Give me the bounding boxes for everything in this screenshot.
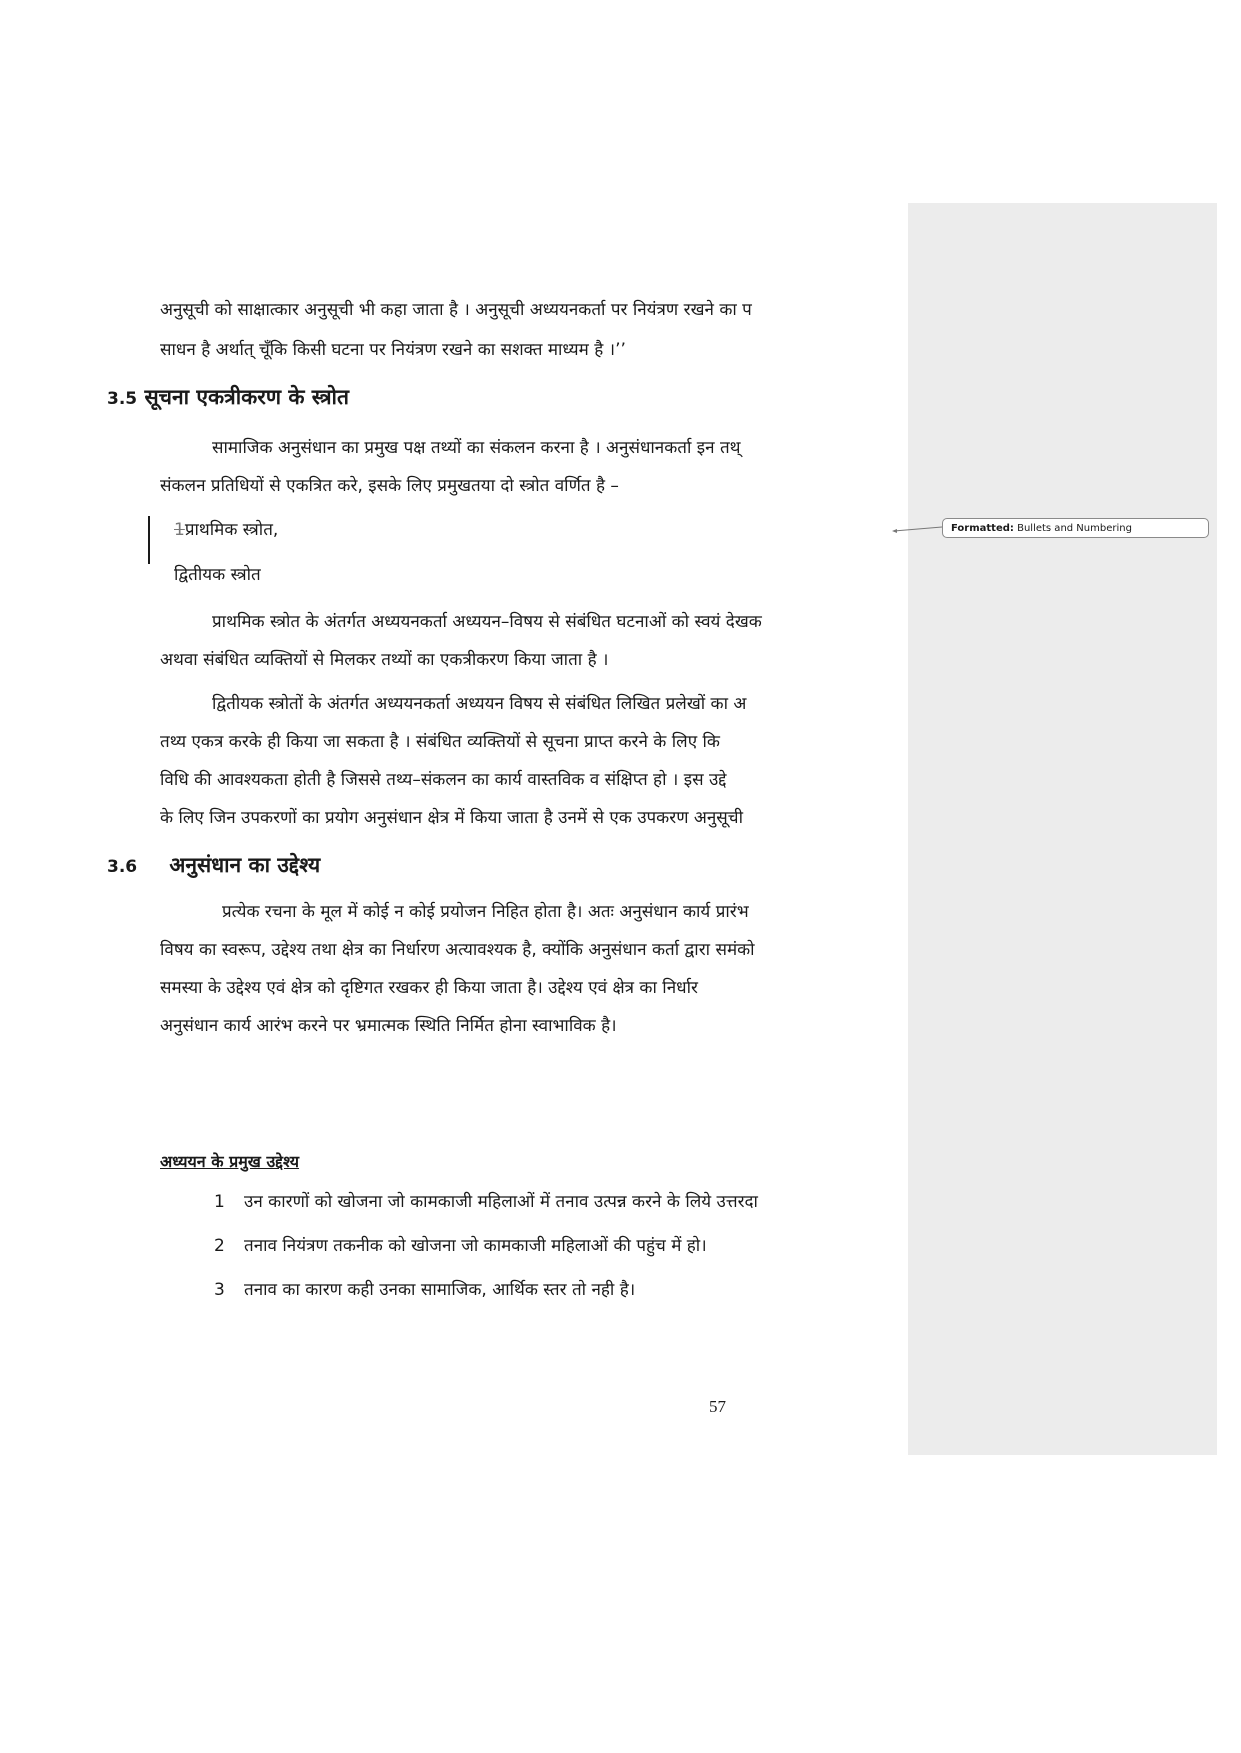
change-bar [148, 516, 150, 564]
para5-line3: समस्या के उद्देश्य एवं क्षेत्र को दृष्टिगत रखकर ही किया जाता है। उद्देश्य एवं क्षेत्र का निर्धार [160, 978, 698, 998]
heading-3-6-text: अनुसंधान का उद्देश्य [169, 853, 321, 877]
format-comment-balloon[interactable] [942, 518, 1209, 538]
objective-number: 3 [214, 1280, 225, 1300]
para5-line2: विषय का स्वरूप, उद्देश्य तथा क्षेत्र का निर्धारण अत्यावश्यक है, क्योंकि अनुसंधान कर्ता द्वारा समंको [160, 940, 755, 960]
para4-line4: के लिए जिन उपकरणों का प्रयोग अनुसंधान क्षेत्र में किया जाता है उनमें से एक उपकरण अनुसूची [160, 808, 743, 828]
para1-line1: अनुसूची को साक्षात्कार अनुसूची भी कहा जाता है । अनुसूची अध्ययनकर्ता पर नियंत्रण रखने का प [160, 300, 752, 320]
source-list-item-2: द्वितीयक स्त्रोत [174, 565, 261, 585]
para4-line2: तथ्य एकत्र करके ही किया जा सकता है । संबंधित व्यक्तियों से सूचना प्राप्त करने के लिए कि [160, 732, 720, 752]
heading-3-6-number: 3.6 [107, 857, 138, 877]
para4-line1: द्वितीयक स्त्रोतों के अंतर्गत अध्ययनकर्ता अध्ययन विषय से संबंधित लिखित प्रलेखों का अ [212, 694, 747, 714]
para3-line2: अथवा संबंधित व्यक्तियों से मिलकर तथ्यों का एकत्रीकरण किया जाता है । [160, 650, 609, 670]
para2-line1: सामाजिक अनुसंधान का प्रमुख पक्ष तथ्यों का संकलन करना है । अनुसंधानकर्ता इन तथ् [212, 438, 741, 458]
heading-3-5 [107, 383, 349, 413]
objectives-title: अध्ययन के प्रमुख उद्देश्य [160, 1152, 300, 1171]
objective-item-2 [214, 1234, 900, 1258]
markup-pane [908, 203, 1217, 1455]
deleted-list-marker: 1 [174, 520, 185, 540]
objective-number: 2 [214, 1236, 225, 1256]
comment-connector [892, 525, 944, 535]
objective-text: तनाव का कारण कही उनका सामाजिक, आर्थिक स्तर तो नही है। [244, 1280, 636, 1300]
para2-line2: संकलन प्रतिधियों से एकत्रित करे, इसके लिए प्रमुखतया दो स्त्रोत वर्णित है – [160, 476, 619, 496]
heading-3-5-number: 3.5 [107, 389, 138, 409]
page-number: 57 [709, 1397, 726, 1416]
para3-line1: प्राथमिक स्त्रोत के अंतर्गत अध्ययनकर्ता अध्ययन–विषय से संबंधित घटनाओं को स्वयं देखक [212, 612, 762, 632]
source-list-item-1-text: प्राथमिक स्त्रोत, [184, 520, 279, 540]
para5-line4: अनुसंधान कार्य आरंभ करने पर भ्रमात्मक स्थिति निर्मित होना स्वाभाविक है। [160, 1016, 617, 1036]
heading-3-6 [107, 851, 320, 881]
objective-text: तनाव नियंत्रण तकनीक को खोजना जो कामकाजी महिलाओं की पहुंच में हो। [244, 1236, 707, 1256]
objective-text: उन कारणों को खोजना जो कामकाजी महिलाओं में तनाव उत्पन्न करने के लिये उत्तरदा [244, 1192, 758, 1212]
comment-text: Bullets and Numbering [1017, 523, 1132, 534]
para1-line2: साधन है अर्थात् चूँकि किसी घटना पर नियंत्रण रखने का सशक्त माध्यम है ।’’ [160, 340, 626, 360]
objective-number: 1 [214, 1192, 225, 1212]
para5-line1: प्रत्येक रचना के मूल में कोई न कोई प्रयोजन निहित होता है। अतः अनुसंधान कार्य प्रारंभ [222, 902, 749, 922]
source-list-item-1 [174, 518, 278, 542]
objective-item-3 [214, 1278, 900, 1302]
comment-label: Formatted: [951, 523, 1014, 534]
para4-line3: विधि की आवश्यकता होती है जिससे तथ्य–संकलन का कार्य वास्तविक व संक्षिप्त हो । इस उद्दे [160, 770, 727, 790]
objective-item-1 [214, 1190, 900, 1214]
heading-3-5-text: सूचना एकत्रीकरण के स्त्रोत [144, 385, 349, 409]
